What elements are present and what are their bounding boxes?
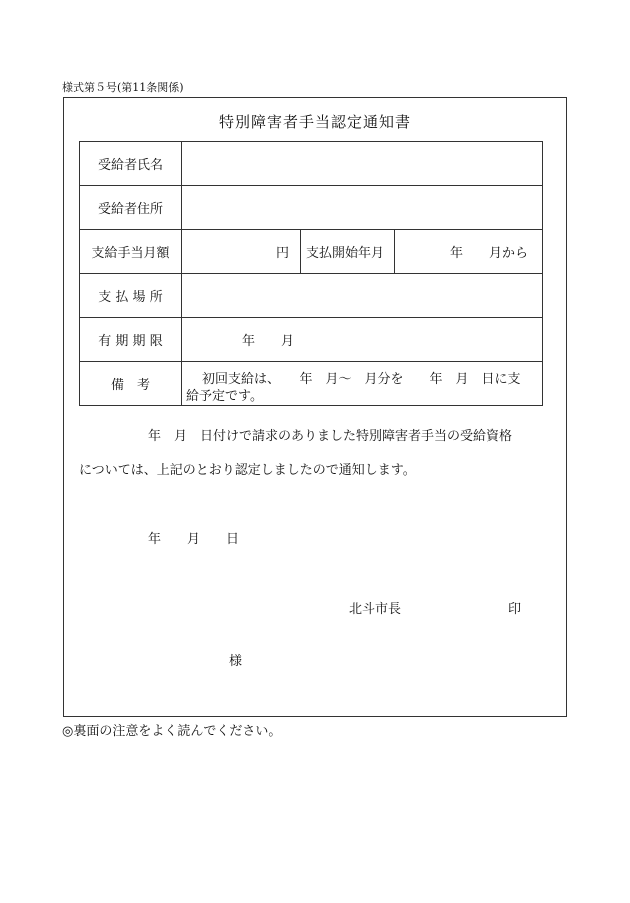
column-divider (181, 142, 182, 405)
body-line-1: 年 月 日付けで請求のありました特別障害者手当の受給資格 (148, 429, 513, 444)
document-title: 特別障害者手当認定通知書 (218, 113, 411, 131)
issuer-title: 北斗市長 (349, 602, 402, 617)
monthly-amount-label: 支給手当月額 (91, 246, 170, 261)
form-number: 様式第５号(第11条関係) (62, 81, 184, 94)
validity-label: 有 期 期 限 (98, 334, 163, 349)
column-divider (394, 229, 395, 273)
remarks-line-1: 初回支給は、 年 月〜 月分を 年 月 日に支 (202, 372, 521, 387)
column-divider (300, 229, 301, 273)
footer-note: ◎裏面の注意をよく読んでください。 (62, 724, 282, 739)
body-line-2: については、上記のとおり認定しましたので通知します。 (79, 463, 416, 478)
addressee-suffix: 様 (229, 654, 243, 669)
seal-mark: 印 (508, 602, 522, 617)
recipient-name-label: 受給者氏名 (97, 158, 163, 173)
validity-value: 年 月 (242, 334, 295, 349)
recipient-address-label: 受給者住所 (97, 202, 163, 217)
payment-start-value: 年 月から (450, 246, 529, 261)
payment-start-label: 支払開始年月 (306, 246, 385, 261)
remarks-line-2: 給予定です。 (186, 389, 263, 404)
notice-table (79, 141, 543, 406)
remarks-label: 備 考 (110, 378, 150, 393)
issue-date: 年 月 日 (148, 532, 240, 547)
payment-place-label: 支 払 場 所 (98, 290, 163, 305)
yen-unit: 円 (276, 246, 290, 261)
